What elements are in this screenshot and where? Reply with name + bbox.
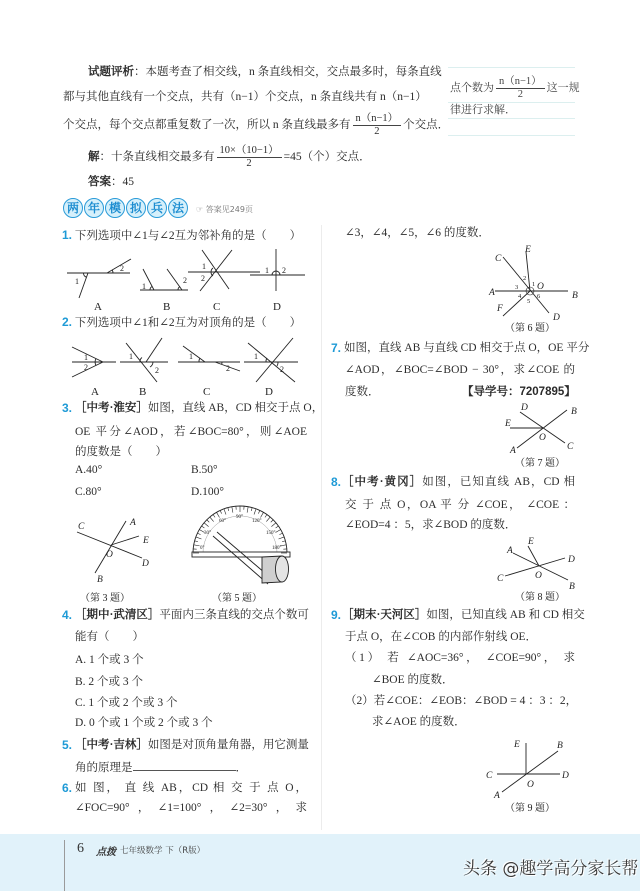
angle-label: 1 [75, 277, 79, 286]
question-9-part-2-cont: 求∠AOE 的度数． [372, 716, 466, 728]
point-label: E [505, 419, 511, 429]
question-6-line-2: ∠FOC=90°，∠1=100°，∠2=30°，求 [75, 802, 307, 814]
question-text: 如图是对顶角量角器，用它测量 [147, 739, 309, 751]
question-text: 平面内三条直线的交点个数可 [159, 609, 309, 621]
point-label: B [569, 582, 575, 592]
fraction-numerator: n（n−1） [496, 76, 545, 89]
figure-caption: （第 6 题） [505, 323, 555, 334]
section-title-char: 年 [84, 198, 104, 218]
book-title: 七年级数学 下（R版） [120, 846, 206, 856]
question-number: 8. [331, 475, 342, 489]
angle-label: 2 [282, 266, 286, 275]
point-label: B [571, 407, 577, 417]
section-title-char: 法 [168, 198, 188, 218]
protractor-tick [271, 523, 276, 527]
angle-label: 1 [189, 352, 193, 361]
source-tag: ［中考·吉林］ [75, 739, 148, 751]
angle-label: 1 [532, 281, 536, 288]
option-label: D [273, 301, 281, 313]
question-6-line-3: ∠3，∠4，∠5，∠6 的度数． [345, 227, 490, 239]
angle-label: 1 [142, 282, 146, 291]
question-9-line-2: 于点 O，在∠COB 的内部作射线 OE． [345, 631, 538, 643]
solution-label: 解 [88, 151, 100, 163]
page-footer [0, 834, 640, 891]
angle-label: 2 [155, 366, 159, 375]
angle-label: 1 [129, 352, 133, 361]
question-text: 如图，直线 AB，CD 相交于点 O， [147, 402, 324, 414]
angle-label: 3 [515, 284, 519, 291]
choice-d: D. 0 个或 1 个或 2 个或 3 个 [75, 717, 213, 729]
protractor-tick [210, 517, 214, 522]
question-8-line-2: 交 于 点 O，OA 平 分 ∠COE， ∠COE ： [345, 499, 575, 511]
protractor-label: 90° [236, 515, 243, 520]
figure-caption: （第 7 题） [515, 458, 565, 469]
choice-c: C. 1 个或 2 个或 3 个 [75, 697, 178, 709]
point-label: E [525, 245, 531, 255]
solution-text: =45（个）交点． [283, 151, 371, 163]
point-label: D [562, 771, 569, 781]
protractor-tick [220, 510, 221, 513]
point-label: C [486, 771, 493, 781]
protractor-tick [276, 530, 281, 533]
footer-divider [64, 840, 65, 891]
question-7-line-2: ∠AOD，∠BOC=∠BOD − 30°，求∠COE 的 [345, 364, 575, 376]
point-label: A [130, 518, 136, 528]
figure-caption: （第 5 题） [212, 593, 262, 604]
fraction-denominator: 2 [246, 157, 252, 169]
choice-a: A.40° [75, 464, 103, 476]
question-6-line-1: 如 图， 直 线 AB，CD 相 交 于 点 O， [75, 782, 307, 794]
q1-figure-d [250, 249, 305, 313]
protractor-tick [232, 507, 233, 513]
protractor-tick [251, 508, 252, 511]
protractor-tick [228, 508, 229, 511]
q9-figure [486, 740, 569, 814]
option-label: B [139, 386, 147, 398]
watermark: 头条 @趣学高分家长帮 [463, 859, 639, 879]
question-number: 3. [62, 401, 73, 415]
question-9-part-1-cont: ∠BOE 的度数． [372, 674, 454, 686]
point-label: O [535, 571, 542, 581]
protractor-tick [201, 526, 204, 528]
answer-value: ：45 [111, 176, 134, 188]
protractor-tick [213, 514, 215, 517]
question-text: 如图，已知直线 AB 和 CD 相交 [426, 609, 585, 621]
question-8-line-3: ∠EOD=4 ：5，求∠BOD 的度数． [345, 519, 517, 531]
angle-label: 4 [518, 293, 522, 300]
q2-figure-b [120, 338, 168, 398]
choice-b: B. 2 个或 3 个 [75, 676, 144, 688]
angle-label: 1 [84, 353, 88, 362]
angle-label: 2 [84, 363, 88, 372]
question-number: 6. [62, 781, 73, 795]
q7-figure [504, 403, 577, 469]
question-7-line-1: 如图，直线 AB 与直线 CD 相交于点 O，OE 平分 [344, 342, 590, 354]
question-3-line-3: 的度数是（ ） [75, 446, 167, 458]
section-title-char: 兵 [147, 198, 167, 218]
option-label: A [94, 301, 102, 313]
section-title-char: 两 [63, 198, 83, 218]
point-label: A [494, 791, 500, 801]
answer-label: 答案 [88, 176, 111, 188]
figure-caption: （第 8 题） [515, 592, 565, 603]
q2-figure-d [244, 338, 298, 398]
sidebar-note-line-2: 律进行求解． [450, 104, 516, 116]
protractor-tick [261, 512, 264, 517]
point-label: F [497, 304, 503, 314]
point-label: O [106, 550, 113, 560]
protractor-tick [279, 537, 285, 539]
note-text: 这一规 [546, 82, 580, 94]
protractor-label: 180° [272, 546, 282, 551]
angle-label: 2 [226, 364, 230, 373]
option-label: B [163, 301, 171, 313]
question-number: 1. [62, 228, 73, 242]
q1-figure-b [140, 269, 188, 313]
point-label: D [142, 559, 149, 569]
brand-logo: 点拨 [96, 847, 116, 858]
point-label: D [553, 313, 560, 323]
fraction-numerator: n（n−1） [353, 113, 402, 126]
protractor-tick [271, 520, 273, 522]
choice-c: C.80° [75, 486, 102, 498]
protractor-tick [194, 545, 200, 546]
protractor-tick [254, 509, 256, 515]
question-text: ． [235, 762, 247, 774]
question-text: 下列选项中∠1和∠2互为对顶角的是（ ） [74, 317, 302, 329]
choice-d: D.100° [191, 486, 225, 498]
protractor-tick [197, 533, 200, 534]
protractor-tick [282, 541, 285, 542]
q6-figure [488, 245, 578, 334]
source-tag: ［中考·淮安］ [75, 402, 148, 414]
question-number: 2. [62, 315, 73, 329]
fraction-denominator: 2 [517, 88, 523, 100]
note-text: 点个数为 [450, 82, 494, 94]
angle-label: 2 [280, 365, 284, 374]
question-number: 7. [331, 341, 342, 355]
protractor-tick [258, 510, 259, 513]
protractor-tick [196, 537, 202, 539]
point-label: E [528, 537, 534, 547]
guide-number: 【导学号：7207895】 [462, 386, 576, 398]
q1-figure-c [188, 250, 260, 313]
point-label: O [537, 282, 544, 292]
point-label: C [497, 574, 504, 584]
question-9-part-1: （1） 若 ∠AOC=36°， ∠COE=90°， 求 [345, 652, 575, 664]
choice-a: A. 1 个或 3 个 [75, 654, 144, 666]
q8-figure [497, 537, 575, 603]
protractor-tick [217, 512, 220, 517]
point-label: A [507, 546, 513, 556]
source-tag: ［期中·武清区］ [75, 609, 160, 621]
option-label: D [265, 386, 273, 398]
protractor-tick [195, 541, 198, 542]
section-title-char: 模 [105, 198, 125, 218]
point-label: B [572, 291, 578, 301]
question-text: 角的原理是 [75, 762, 133, 774]
answer-reference-text: 答案见249页 [205, 205, 253, 214]
angle-label: 6 [537, 293, 541, 300]
source-tag: ［中考·黄冈］ [342, 476, 423, 488]
question-number: 5. [62, 738, 73, 752]
question-4-line-2: 能有（ ） [75, 631, 144, 643]
point-label: E [514, 740, 520, 750]
protractor-label: 0° [200, 546, 205, 551]
option-label: C [213, 301, 221, 313]
point-label: A [510, 446, 516, 456]
protractor-label: 30° [204, 531, 211, 536]
question-number: 4. [62, 608, 73, 622]
angle-label: 2 [523, 275, 527, 282]
angle-label: 1 [202, 262, 206, 271]
fraction-numerator: 10×（10−1） [217, 145, 282, 158]
protractor-label: 60° [219, 519, 226, 524]
angle-label: 5 [527, 298, 531, 305]
page-number: 6 [77, 841, 84, 856]
point-label: O [539, 433, 546, 443]
source-tag: ［期末·天河区］ [342, 609, 427, 621]
q2-figure-c [178, 346, 240, 398]
analysis-text: ：本题考查了相交线，n 条直线相交，交点最多时，每条直线 [134, 66, 442, 78]
point-label: B [97, 575, 103, 585]
protractor-tick [204, 523, 209, 527]
choice-b: B.50° [191, 464, 218, 476]
point-label: E [143, 536, 149, 546]
angle-label: 2 [183, 276, 187, 285]
point-label: D [568, 555, 575, 565]
point-label: C [495, 254, 502, 264]
angle-label: 2 [201, 274, 205, 283]
protractor-tick [266, 517, 270, 522]
protractor-pointer [213, 532, 289, 584]
figure-caption: （第 3 题） [80, 593, 130, 604]
solution-text: ：十条直线相交最多有 [99, 151, 215, 163]
q5-protractor-figure [192, 506, 290, 604]
q3-figure [77, 518, 149, 604]
question-text: 下列选项中∠1与∠2互为邻补角的是（ ） [74, 230, 302, 242]
point-label: A [489, 288, 495, 298]
option-label: A [91, 386, 99, 398]
question-7-line-3: 度数． [345, 386, 380, 398]
q1-figure-a [67, 259, 131, 313]
fraction-denominator: 2 [374, 125, 380, 137]
protractor-tick [279, 533, 282, 534]
point-label: D [521, 403, 528, 413]
question-text: 如图，已知直线 AB，CD 相 [422, 476, 576, 488]
question-9-part-2: （2）若∠COE：∠EOB：∠BOD = 4 ：3 ：2， [345, 695, 578, 707]
angle-label: 2 [120, 264, 124, 273]
point-label: O [527, 780, 534, 790]
analysis-text: 个交点，每个交点都重复数了一次，所以 n 条直线最多有 [63, 119, 351, 131]
question-3-line-2: OE 平分∠AOD，若∠BOC=80°，则∠AOE [75, 426, 307, 438]
protractor-tick [247, 507, 248, 513]
option-label: C [203, 386, 211, 398]
protractor-label: 150° [266, 531, 276, 536]
section-title-char: 拟 [126, 198, 146, 218]
protractor-tick [265, 514, 267, 517]
figure-caption: （第 9 题） [505, 803, 555, 814]
analysis-label: 试题评析 [88, 66, 134, 78]
protractor-label: 120° [252, 519, 262, 524]
point-label: B [557, 741, 563, 751]
q2-figure-a [72, 347, 116, 398]
pointing-hand-icon: ☞ [196, 205, 204, 214]
analysis-text: 个交点． [403, 119, 450, 131]
angle-label: 1 [254, 352, 258, 361]
angle-label: 1 [265, 266, 269, 275]
analysis-line-2: 都与其他直线有一个交点，共有（n−1）个交点，n 条直线共有 n（n−1） [63, 91, 427, 103]
point-label: C [567, 442, 574, 452]
question-number: 9. [331, 608, 342, 622]
point-label: C [78, 522, 85, 532]
protractor-tick [207, 520, 209, 522]
protractor-tick [276, 526, 279, 528]
protractor-tick [224, 509, 226, 515]
